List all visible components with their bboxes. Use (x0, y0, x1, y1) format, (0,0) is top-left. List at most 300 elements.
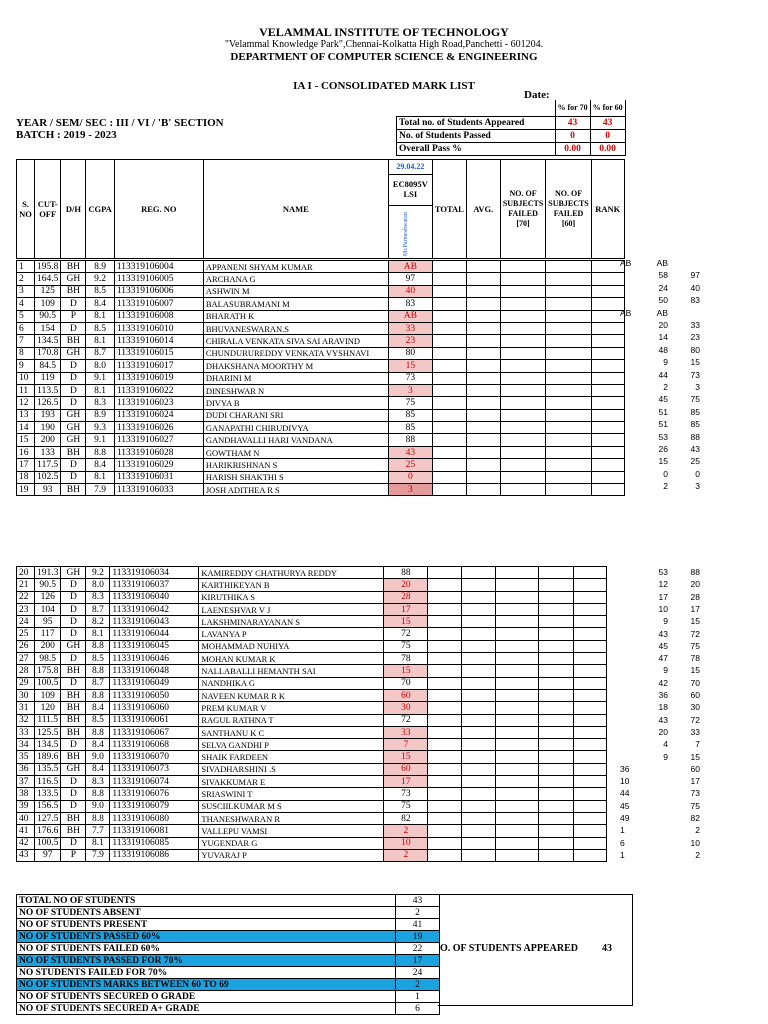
student-cgpa: 8.9 (86, 261, 114, 273)
student-sno: 15 (17, 434, 35, 446)
student-regno: 113319106010 (114, 322, 203, 334)
student-cutoff: 195.8 (35, 261, 61, 273)
student-cgpa: 8.5 (86, 714, 110, 726)
student-row (17, 714, 607, 726)
failed60-cell (539, 726, 574, 738)
student-dh: BH (61, 446, 86, 458)
page-title: IA I - CONSOLIDATED MARK LIST (293, 80, 475, 92)
student-cutoff: 120 (35, 702, 61, 714)
avg-cell (462, 603, 496, 615)
summary-row (17, 955, 440, 967)
student-regno: 113319106027 (114, 434, 203, 446)
student-dh: BH (61, 702, 86, 714)
student-dh: D (61, 603, 86, 615)
batch: BATCH : 2019 - 2023 (16, 129, 117, 141)
rank-cell (574, 837, 607, 849)
student-regno: 113319106031 (114, 471, 203, 483)
failed60-cell (546, 484, 591, 496)
rank-cell (591, 347, 624, 359)
appeared-label: O. OF STUDENTS APPEARED (440, 943, 578, 954)
pct-60-label: % for 60 (590, 100, 625, 116)
failed60-cell (546, 347, 591, 359)
side-value-s3: 15 (690, 665, 700, 676)
failed60-cell (546, 409, 591, 421)
failed70-cell (500, 310, 545, 322)
total-cell (432, 360, 466, 372)
student-dh: D (61, 837, 86, 849)
summary-label: NO OF STUDENTS PASSED FOR 70% (17, 955, 396, 967)
student-cgpa: 9.0 (86, 751, 110, 763)
student-cutoff: 98.5 (35, 653, 61, 665)
avg-cell (466, 273, 500, 285)
top-summary-value-60: 0 (590, 129, 625, 142)
side-value-s3: 3 (695, 382, 700, 392)
date-label: Date: (524, 89, 550, 101)
student-dh: GH (61, 273, 86, 285)
student-cutoff: 95 (35, 616, 61, 628)
avg-cell (466, 310, 500, 322)
total-cell (428, 591, 462, 603)
student-dh: D (61, 322, 86, 334)
student-mark: 85 (388, 409, 432, 421)
student-mark: 20 (384, 579, 428, 591)
failed70-cell (500, 484, 545, 496)
student-cgpa: 8.4 (86, 739, 110, 751)
student-sno: 22 (17, 591, 35, 603)
student-dh: D (61, 471, 86, 483)
summary-value: 22 (396, 943, 440, 955)
student-cgpa: 8.7 (86, 677, 110, 689)
student-cgpa: 8.8 (86, 812, 110, 824)
failed60-cell (539, 776, 574, 788)
failed60-cell (539, 751, 574, 763)
student-mark: 72 (384, 714, 428, 726)
student-row (17, 616, 607, 628)
student-mark: 3 (388, 484, 432, 496)
student-sno: 5 (17, 310, 35, 322)
total-cell (428, 640, 462, 652)
failed60-cell (539, 640, 574, 652)
student-cutoff: 90.5 (35, 310, 61, 322)
total-cell (428, 628, 462, 640)
rank-cell (574, 751, 607, 763)
total-cell (428, 849, 462, 861)
student-mark: 3 (388, 384, 432, 396)
student-cutoff: 175.8 (35, 665, 61, 677)
avg-cell (462, 665, 496, 677)
student-regno: 113319106076 (110, 788, 199, 800)
side-value-s3: 33 (690, 726, 700, 737)
col-failed-70: NO. OF SUBJECTS FAILED [70] (500, 160, 545, 259)
student-mark: 33 (384, 726, 428, 738)
rank-cell (574, 677, 607, 689)
total-cell (432, 422, 466, 434)
top-summary-value-70: 43 (555, 116, 590, 129)
student-dh: D (61, 579, 86, 591)
failed70-cell (496, 677, 539, 689)
avg-cell (462, 812, 496, 824)
student-mark: 0 (388, 471, 432, 483)
student-cutoff: 170.8 (35, 347, 61, 359)
student-row (17, 579, 607, 591)
student-cutoff: 164.5 (35, 273, 61, 285)
student-row (17, 653, 607, 665)
student-mark: 2 (384, 849, 428, 861)
student-mark: 60 (384, 763, 428, 775)
failed60-cell (539, 689, 574, 701)
student-name: KARTHIKEYAN B (199, 579, 384, 591)
student-name: HARISH SHAKTHI S (203, 471, 388, 483)
student-cutoff: 109 (35, 298, 61, 310)
avg-cell (466, 409, 500, 421)
student-row (17, 825, 607, 837)
failed70-cell (496, 653, 539, 665)
student-mark: 85 (388, 422, 432, 434)
student-cgpa: 8.1 (86, 384, 114, 396)
side-value-s2: 17 (658, 591, 668, 602)
rank-cell (591, 273, 624, 285)
student-row (17, 484, 625, 496)
student-sno: 16 (17, 446, 35, 458)
side-value-s1: 36 (620, 763, 630, 774)
marks-table-1 (16, 159, 625, 496)
student-mark: 33 (388, 322, 432, 334)
student-dh: D (61, 677, 86, 689)
col-failed-60: NO. OF SUBJECTS FAILED [60] (546, 160, 591, 259)
student-mark: 30 (384, 702, 428, 714)
student-mark: 25 (388, 459, 432, 471)
year-section: YEAR / SEM/ SEC : III / VI / 'B' SECTION (16, 117, 224, 129)
student-dh: BH (61, 285, 86, 297)
student-cutoff: 190 (35, 422, 61, 434)
total-cell (432, 347, 466, 359)
student-cutoff: 111.5 (35, 714, 61, 726)
student-cgpa: 9.2 (86, 273, 114, 285)
failed60-cell (539, 849, 574, 861)
student-row (17, 372, 625, 384)
rank-cell (591, 372, 624, 384)
side-value-s3: 3 (695, 481, 700, 492)
side-value-s2: 53 (658, 431, 668, 442)
student-cgpa: 7.7 (86, 825, 110, 837)
failed70-cell (496, 837, 539, 849)
side-value-s2: 18 (658, 702, 668, 713)
student-name: KIRUTHIKA S (199, 591, 384, 603)
student-dh: BH (61, 261, 86, 273)
student-regno: 113319106005 (114, 273, 203, 285)
side-value-s2: 2 (663, 481, 668, 492)
student-row (17, 739, 607, 751)
summary-row (17, 991, 440, 1003)
failed70-cell (496, 714, 539, 726)
student-dh: BH (61, 751, 86, 763)
failed70-cell (496, 788, 539, 800)
side-value-s2: 9 (663, 616, 668, 627)
rank-cell (591, 484, 624, 496)
side-value-s2: 10 (658, 603, 668, 614)
student-regno: 113319106037 (110, 579, 199, 591)
exam-date: 29.04.22 (389, 160, 432, 175)
student-name: DINESHWAR N (203, 384, 388, 396)
side-value-s3: 70 (690, 677, 700, 688)
side-value-s2: 24 (658, 282, 668, 293)
side-value-s2: 20 (658, 320, 668, 330)
student-cgpa: 8.8 (86, 788, 110, 800)
failed60-cell (539, 603, 574, 615)
student-row (17, 689, 607, 701)
side-value-s2: 14 (658, 332, 668, 343)
student-dh: BH (61, 665, 86, 677)
failed60-cell (546, 310, 591, 322)
avg-cell (462, 677, 496, 689)
failed60-cell (546, 273, 591, 285)
total-cell (432, 285, 466, 297)
total-cell (432, 372, 466, 384)
summary-value: 2 (396, 907, 440, 919)
failed60-cell (539, 739, 574, 751)
total-cell (428, 579, 462, 591)
student-mark: 73 (384, 788, 428, 800)
side-value-s3: 15 (690, 357, 700, 368)
student-regno: 113319106044 (110, 628, 199, 640)
avg-cell (462, 739, 496, 751)
failed70-cell (500, 446, 545, 458)
failed60-cell (539, 763, 574, 775)
student-cutoff: 200 (35, 434, 61, 446)
rank-cell (574, 653, 607, 665)
rank-cell (591, 459, 624, 471)
student-dh: P (61, 849, 86, 861)
side-value-s3: 25 (690, 456, 700, 467)
avg-cell (466, 335, 500, 347)
total-cell (428, 665, 462, 677)
failed60-cell (539, 653, 574, 665)
side-value-s3: 73 (690, 369, 700, 380)
failed70-cell (500, 360, 545, 372)
student-sno: 10 (17, 372, 35, 384)
student-row (17, 849, 607, 861)
student-cutoff: 102.5 (35, 471, 61, 483)
student-name: SHAIK FARDEEN (199, 751, 384, 763)
side-value-s3: 72 (690, 628, 700, 639)
failed60-cell (539, 665, 574, 677)
student-regno: 113319106073 (110, 763, 199, 775)
failed70-cell (500, 347, 545, 359)
total-cell (428, 800, 462, 812)
col-dh: D/H (61, 160, 86, 259)
student-row (17, 702, 607, 714)
student-mark: 15 (384, 616, 428, 628)
student-sno: 27 (17, 653, 35, 665)
top-summary-label: No. of Students Passed (397, 129, 556, 142)
side-value-s3: 20 (690, 579, 700, 590)
side-value-s2: 12 (658, 579, 668, 590)
student-row (17, 310, 625, 322)
student-sno: 39 (17, 800, 35, 812)
student-name: LAVANYA P (199, 628, 384, 640)
student-cutoff: 125 (35, 285, 61, 297)
failed60-cell (546, 397, 591, 409)
avg-cell (466, 434, 500, 446)
student-cgpa: 8.3 (86, 591, 110, 603)
student-dh: D (61, 397, 86, 409)
failed60-cell (546, 360, 591, 372)
student-cutoff: 156.5 (35, 800, 61, 812)
avg-cell (462, 640, 496, 652)
student-regno: 113319106004 (114, 261, 203, 273)
student-name: RAGUL RATHNA T (199, 714, 384, 726)
student-mark: 75 (384, 640, 428, 652)
student-regno: 113319106081 (110, 825, 199, 837)
student-mark: AB (388, 310, 432, 322)
failed60-cell (539, 567, 574, 579)
student-name: BHUVANESWARAN.S (203, 322, 388, 334)
student-cutoff: 134.5 (35, 335, 61, 347)
side-value-s2: AB (656, 307, 668, 318)
side-value-s1: AB (620, 307, 632, 318)
student-mark: 73 (388, 372, 432, 384)
student-regno: 113319106045 (110, 640, 199, 652)
student-mark: 78 (384, 653, 428, 665)
student-row (17, 751, 607, 763)
student-regno: 113319106022 (114, 384, 203, 396)
total-cell (432, 298, 466, 310)
side-value-s2: 9 (663, 751, 668, 762)
side-value-s2: 36 (658, 690, 668, 700)
student-cgpa: 8.4 (86, 702, 110, 714)
summary-value: 6 (396, 1003, 440, 1015)
side-value-s3: 83 (690, 295, 700, 306)
rank-cell (574, 640, 607, 652)
failed60-cell (539, 579, 574, 591)
side-value-s1: 6 (620, 837, 625, 848)
side-value-s2: 45 (658, 640, 668, 651)
avg-cell (462, 579, 496, 591)
student-cgpa: 7.9 (86, 484, 114, 496)
student-sno: 35 (17, 751, 35, 763)
side-value-s3: 60 (690, 690, 700, 700)
student-sno: 30 (17, 689, 35, 701)
student-row (17, 273, 625, 285)
student-cgpa: 8.1 (86, 310, 114, 322)
failed60-cell (539, 702, 574, 714)
student-regno: 113319106024 (114, 409, 203, 421)
failed60-cell (546, 261, 591, 273)
student-regno: 113319106028 (114, 446, 203, 458)
summary-label: NO OF STUDENTS PRESENT (17, 919, 396, 931)
side-value-s3: 43 (690, 444, 700, 454)
student-cutoff: 104 (35, 603, 61, 615)
side-value-s2: 15 (658, 456, 668, 467)
failed70-cell (500, 471, 545, 483)
total-cell (428, 616, 462, 628)
student-row (17, 567, 607, 579)
student-sno: 34 (17, 739, 35, 751)
student-cutoff: 135.5 (35, 763, 61, 775)
avg-cell (466, 360, 500, 372)
student-name: SUSCIILKUMAR M S (199, 800, 384, 812)
student-mark: 60 (384, 689, 428, 701)
student-sno: 11 (17, 384, 35, 396)
student-cgpa: 8.2 (86, 616, 110, 628)
student-cgpa: 9.1 (86, 434, 114, 446)
side-value-s2: 20 (658, 726, 668, 737)
student-name: SRIASWINI T (199, 788, 384, 800)
avg-cell (462, 591, 496, 603)
student-mark: 28 (384, 591, 428, 603)
top-summary-value-70: 0 (555, 129, 590, 142)
summary-label: NO OF STUDENTS SECURED O GRADE (17, 991, 396, 1003)
failed60-cell (546, 471, 591, 483)
student-sno: 42 (17, 837, 35, 849)
student-dh: GH (61, 422, 86, 434)
student-row (17, 298, 625, 310)
student-row (17, 628, 607, 640)
student-regno: 113319106061 (110, 714, 199, 726)
side-value-s1: 45 (620, 800, 630, 811)
student-sno: 3 (17, 285, 35, 297)
rank-cell (574, 689, 607, 701)
student-dh: GH (61, 409, 86, 421)
student-name: SIVADHARSHINI .S (199, 763, 384, 775)
student-name: MOHAMMAD NUHIYA (199, 640, 384, 652)
student-cgpa: 8.4 (86, 298, 114, 310)
student-regno: 113319106033 (114, 484, 203, 496)
student-cutoff: 119 (35, 372, 61, 384)
student-sno: 17 (17, 459, 35, 471)
student-mark: 80 (388, 347, 432, 359)
total-cell (432, 409, 466, 421)
failed60-cell (546, 422, 591, 434)
failed70-cell (500, 397, 545, 409)
student-sno: 29 (17, 677, 35, 689)
total-cell (428, 739, 462, 751)
summary-value: 24 (396, 967, 440, 979)
student-regno: 113319106014 (114, 335, 203, 347)
total-cell (428, 751, 462, 763)
summary-row (17, 943, 440, 955)
avg-cell (462, 714, 496, 726)
summary-label: NO OF STUDENTS MARKS BETWEEN 60 TO 69 (17, 979, 396, 991)
subject-code: EC8095V LSI (389, 175, 432, 206)
rank-cell (591, 285, 624, 297)
side-value-s3: 75 (690, 394, 700, 405)
student-row (17, 640, 607, 652)
side-value-s1: 1 (620, 849, 625, 860)
student-mark: 72 (384, 628, 428, 640)
rank-cell (591, 322, 624, 334)
avg-cell (466, 422, 500, 434)
student-row (17, 285, 625, 297)
student-name: SANTHANU K C (199, 726, 384, 738)
student-cgpa: 8.4 (86, 459, 114, 471)
top-summary-label: Total no. of Students Appeared (397, 116, 556, 129)
student-sno: 26 (17, 640, 35, 652)
side-value-s2: 51 (658, 419, 668, 430)
student-row (17, 726, 607, 738)
student-cgpa: 8.8 (86, 726, 110, 738)
side-value-s2: 42 (658, 677, 668, 688)
student-regno: 113319106046 (110, 653, 199, 665)
side-value-s2: 53 (658, 567, 668, 577)
student-dh: D (61, 459, 86, 471)
col-cutoff: CUT-OFF (35, 160, 61, 259)
student-row (17, 409, 625, 421)
side-value-s1: 10 (620, 776, 630, 787)
student-regno: 113319106074 (110, 776, 199, 788)
student-cutoff: 109 (35, 689, 61, 701)
student-regno: 113319106080 (110, 812, 199, 824)
